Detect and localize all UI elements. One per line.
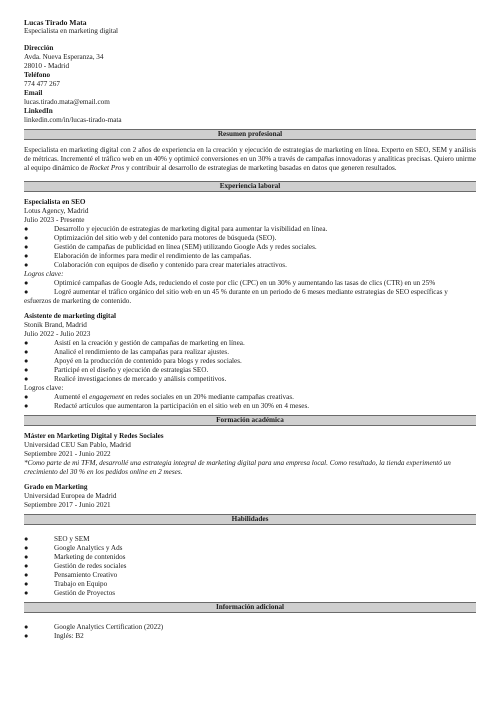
education-dates: Septiembre 2021 - Junio 2022 xyxy=(24,450,111,458)
candidate-name: Lucas Tirado Mata xyxy=(24,18,87,27)
list-item: ● Elaboración de informes para medir el rendimiento de las campañas. xyxy=(24,252,252,260)
school-name: Universidad Europea de Madrid xyxy=(24,492,117,500)
job-company: Stonik Brand, Madrid xyxy=(24,321,87,329)
list-item: ● SEO y SEM xyxy=(24,535,90,543)
job-dates: Julio 2023 - Presente xyxy=(24,216,85,224)
bullet-icon: ● xyxy=(24,580,29,588)
bullet-icon: ● xyxy=(24,243,29,251)
bullet-icon: ● xyxy=(24,348,29,356)
section-header-summary: Resumen profesional xyxy=(24,129,476,140)
degree-title: Grado en Marketing xyxy=(24,483,88,491)
list-item: ● Analicé el rendimiento de las campañas para realizar ajustes. xyxy=(24,348,230,356)
bullet-icon: ● xyxy=(24,571,29,579)
bullet-icon: ● xyxy=(24,375,29,383)
job-tasks xyxy=(24,225,476,270)
list-item: ● Gestión de Proyectos xyxy=(24,589,116,597)
bullet-icon: ● xyxy=(24,357,29,365)
bullet-icon: ● xyxy=(24,623,29,631)
list-item: ● Aumenté el engagement en redes sociales en un 20% mediante campañas creativas. xyxy=(24,393,294,401)
address-line-1: Avda. Nueva Esperanza, 34 xyxy=(24,53,104,61)
list-item: ● Optimicé campañas de Google Ads, reduciendo el coste por clic (CPC) en un 30% y aumentando las tasas de clics (CTR) en un 25% xyxy=(24,279,436,287)
education-entry xyxy=(24,432,476,477)
list-item: ● Colaboración con equipos de diseño y contenido para crear materiales atractivos. xyxy=(24,261,287,269)
section-header-experience: Experiencia laboral xyxy=(24,181,476,192)
address-label: Dirección xyxy=(24,44,54,52)
job-title: Asistente de marketing digital xyxy=(24,312,117,320)
job-entry xyxy=(24,198,476,306)
school-name: Universidad CEU San Pablo, Madrid xyxy=(24,441,131,449)
bullet-icon: ● xyxy=(24,589,29,597)
bullet-icon: ● xyxy=(24,225,29,233)
list-item: ● Realicé investigaciones de mercado y análisis competitivos. xyxy=(24,375,227,383)
achievements-label: Logros clave: xyxy=(24,384,64,392)
achievements-label: Logros clave: xyxy=(24,270,64,278)
job-company: Lotus Agency, Madrid xyxy=(24,207,89,215)
education-note: *Como parte de mi TFM, desarrollé una estrategia integral de marketing digital para una empresa local. Como resultado, la tienda experimentó un crecimiento del 30 % en los pedidos online en 2 meses. xyxy=(24,459,451,476)
bullet-icon: ● xyxy=(24,234,29,242)
bullet-icon: ● xyxy=(24,252,29,260)
list-item: ● Google Analytics y Ads xyxy=(24,544,123,552)
additional-list xyxy=(24,623,476,641)
list-item: ● Pensamiento Creativo xyxy=(24,571,118,579)
email-value: lucas.tirado.mata@email.com xyxy=(24,98,110,106)
bullet-icon: ● xyxy=(24,339,29,347)
phone-value: 774 477 267 xyxy=(24,80,60,88)
bullet-icon: ● xyxy=(24,288,29,296)
job-entry xyxy=(24,312,476,411)
bullet-icon: ● xyxy=(24,279,29,287)
bullet-icon: ● xyxy=(24,366,29,374)
job-tasks xyxy=(24,339,476,384)
job-achievements xyxy=(24,393,476,411)
section-header-additional: Información adicional xyxy=(24,602,476,613)
bullet-icon: ● xyxy=(24,562,29,570)
summary-part-2: y contribuir al desarrollo de estrategias de marketing basadas en datos que generen resultados. xyxy=(124,164,397,172)
list-item: ● Gestión de redes sociales xyxy=(24,562,127,570)
list-item: ● Inglés: B2 xyxy=(24,632,84,640)
summary-part-1: Especialista en marketing digital con 2 años de experiencia en la creación y ejecución de estrategias de marketing en línea. Experto en SEO, SEM y análisis de métricas. Incrementé el tráfico web en un 40% y optimicé conversiones en un 30% a través de campañas innovadoras y analíticas precisas. Quiero unirme al equipo dinámico de xyxy=(24,146,476,172)
job-title: Especialista en SEO xyxy=(24,198,86,206)
list-item: ● Google Analytics Certification (2022) xyxy=(24,623,164,631)
bullet-icon: ● xyxy=(24,632,29,640)
linkedin-value: linkedin.com/in/lucas-tirado-mata xyxy=(24,116,122,124)
bullet-icon: ● xyxy=(24,261,29,269)
list-item: ● Logré aumentar el tráfico orgánico del sitio web en un 45 % durante en un periodo de 6 meses mediante estrategias de SEO específicas y esfuerzos de marketing de contenido. xyxy=(24,288,448,305)
bullet-icon: ● xyxy=(24,553,29,561)
contact-block xyxy=(24,18,476,125)
degree-title: Máster en Marketing Digital y Redes Sociales xyxy=(24,432,164,440)
education-entry xyxy=(24,483,476,510)
bullet-icon: ● xyxy=(24,535,29,543)
job-dates: Julio 2022 - Julio 2023 xyxy=(24,330,91,338)
list-item: ● Desarrollo y ejecución de estrategias de marketing digital para aumentar la visibilidad en línea. xyxy=(24,225,328,233)
candidate-title: Especialista en marketing digital xyxy=(24,27,119,35)
bullet-icon: ● xyxy=(24,544,29,552)
email-label: Email xyxy=(24,89,43,97)
education-dates: Septiembre 2017 - Junio 2021 xyxy=(24,501,111,509)
bullet-icon: ● xyxy=(24,402,29,410)
section-header-education: Formación académica xyxy=(24,415,476,426)
list-item: ● Participé en el diseño y ejecución de estrategias SEO. xyxy=(24,366,209,374)
summary-company: Rocket Pros xyxy=(89,164,125,172)
job-achievements xyxy=(24,279,476,306)
list-item: ● Trabajo en Equipo xyxy=(24,580,108,588)
list-item: ● Redacté artículos que aumentaron la participación en el sitio web en un 30% en 4 meses. xyxy=(24,402,310,410)
list-item: ● Optimización del sitio web y del contenido para motores de búsqueda (SEO). xyxy=(24,234,277,242)
address-line-2: 28010 - Madrid xyxy=(24,62,70,70)
section-header-skills: Habilidades xyxy=(24,514,476,525)
list-item: ● Marketing de contenidos xyxy=(24,553,126,561)
bullet-icon: ● xyxy=(24,393,29,401)
list-item: ● Asistí en la creación y gestión de campañas de marketing en línea. xyxy=(24,339,245,347)
summary-text xyxy=(24,146,476,173)
list-item: ● Apoyé en la producción de contenido para blogs y redes sociales. xyxy=(24,357,242,365)
phone-label: Teléfono xyxy=(24,71,51,79)
linkedin-label: LinkedIn xyxy=(24,107,53,115)
list-item: ● Gestión de campañas de publicidad en línea (SEM) utilizando Google Ads y redes sociales. xyxy=(24,243,317,251)
skills-list xyxy=(24,535,476,598)
